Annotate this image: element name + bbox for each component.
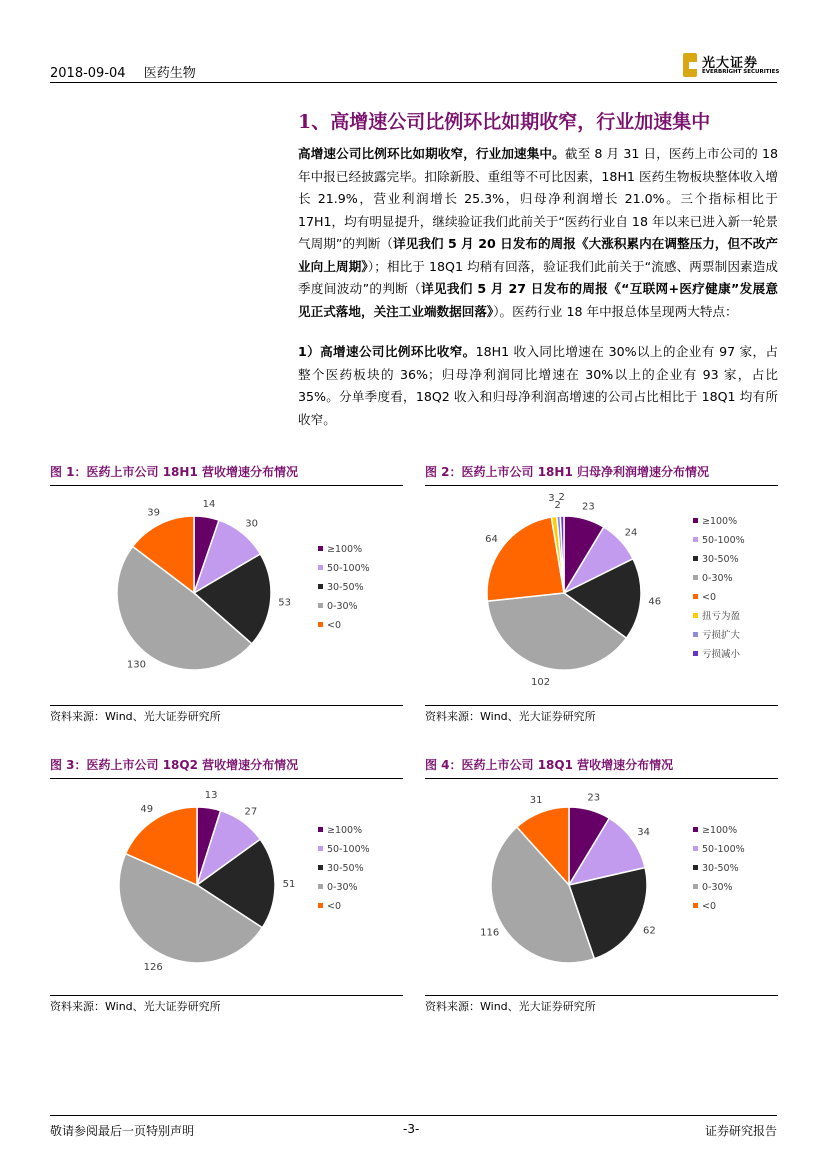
data-label: 126	[143, 961, 163, 973]
data-label: 31	[529, 795, 543, 807]
data-label: 46	[648, 596, 662, 608]
legend-swatch	[693, 594, 698, 599]
legend-swatch	[693, 827, 698, 832]
data-label: 24	[624, 527, 638, 539]
legend-label: ≥100%	[702, 516, 738, 527]
legend-swatch	[318, 565, 323, 570]
data-label: 34	[637, 827, 650, 839]
legend-label: ≥100%	[327, 825, 363, 836]
figure-2-source: 资料来源：Wind、光大证券研究所	[425, 710, 596, 723]
legend-label: 30-50%	[702, 554, 739, 565]
pie-slice	[487, 517, 564, 601]
legend-label: 0-30%	[702, 573, 733, 584]
figure-4-source: 资料来源：Wind、光大证券研究所	[425, 1000, 596, 1013]
legend-swatch	[318, 827, 323, 832]
data-label: 2	[554, 500, 561, 512]
para1-text-2: ）；相比于 18Q1 均稍有回落，验证我们此前关于“流感、两票制因素造成季度间波动”的判断（	[298, 258, 779, 296]
figure-3-source: 资料来源：Wind、光大证券研究所	[50, 1000, 221, 1013]
legend-swatch	[318, 884, 323, 889]
legend-label: 50-100%	[702, 844, 745, 855]
legend-label: <0	[702, 901, 717, 912]
legend-label: 0-30%	[702, 882, 733, 893]
legend-label: 30-50%	[702, 863, 739, 874]
data-label: 116	[480, 927, 500, 939]
legend-swatch	[318, 622, 323, 627]
header-divider	[50, 82, 777, 83]
data-label: 39	[147, 507, 160, 519]
figure-1-pie-chart	[48, 488, 408, 708]
para2-bold-1: 1）高增速公司比例环比收窄。	[298, 344, 476, 359]
legend-swatch	[318, 846, 323, 851]
paragraph-2	[298, 341, 778, 431]
report-date: 2018-09-04	[50, 66, 126, 81]
page-number: -3-	[403, 1122, 420, 1136]
para2-text-1: 18H1 收入同比增速在 30%以上的企业有 97 家，占整个医药板块的 36%；归母净利润同比增速在 30%以上的企业有 93 家，占比 35%。分单季度看，18Q2 收入和归母净利润高增速的公司占比相比于 18Q1 均有所收窄。	[298, 344, 778, 427]
data-label: 130	[126, 659, 146, 671]
legend-swatch	[693, 632, 698, 637]
data-label: 3	[548, 492, 555, 504]
legend-label: 0-30%	[327, 601, 358, 612]
legend-label: 50-100%	[702, 535, 745, 546]
legend-label: 扭亏为盈	[702, 611, 741, 622]
legend-swatch	[318, 865, 323, 870]
logo-text: 光大证券	[702, 56, 759, 71]
para1-bold-3: 详见我们 5 月 27 日发布的周报《“互联网+医疗健康”发展意见正式落地，关注工业端数据回落》	[298, 281, 778, 319]
data-label: 62	[643, 925, 656, 937]
footer-disclaimer: 敬请参阅最后一页特别声明	[50, 1124, 195, 1138]
data-label: 30	[245, 518, 258, 530]
legend-label: ≥100%	[702, 825, 738, 836]
legend-swatch	[318, 603, 323, 608]
data-label: 102	[531, 676, 551, 688]
figure-1-source: 资料来源：Wind、光大证券研究所	[50, 710, 221, 723]
legend-label: <0	[327, 901, 342, 912]
report-sector: 医药生物	[143, 66, 196, 81]
figure-2-pie-chart	[423, 488, 783, 708]
logo-mark-icon	[683, 53, 697, 77]
footer-report-type: 证券研究报告	[704, 1124, 777, 1138]
legend-label: <0	[327, 620, 342, 631]
legend-swatch	[693, 846, 698, 851]
logo	[683, 52, 779, 82]
data-label: 23	[587, 792, 601, 804]
data-label: 2	[558, 492, 565, 503]
para1-text-3: ）。医药行业 18 年中报总体呈现两大特点：	[493, 303, 738, 319]
legend-swatch	[693, 518, 698, 523]
figure-1-source-rule	[50, 705, 403, 706]
figure-4-pie-chart	[423, 781, 783, 1001]
legend-swatch	[318, 584, 323, 589]
data-label: 64	[485, 534, 498, 545]
figure-3-pie-chart	[48, 781, 408, 1001]
legend-label: 50-100%	[327, 563, 370, 574]
figure-2-title: 图 2：医药上市公司 18H1 归母净利润增速分布情况	[425, 465, 709, 479]
legend-label: 30-50%	[327, 863, 364, 874]
figure-2-source-rule	[425, 705, 778, 706]
data-label: 23	[582, 501, 595, 513]
legend-label: 50-100%	[327, 844, 370, 855]
legend-swatch	[693, 903, 698, 908]
figure-1-title-rule	[50, 485, 403, 486]
data-label: 14	[202, 499, 216, 511]
paragraph-1	[298, 143, 778, 323]
legend-label: <0	[702, 592, 717, 603]
legend-swatch	[693, 884, 698, 889]
figure-3-title: 图 3：医药上市公司 18Q2 营收增速分布情况	[50, 758, 299, 772]
legend-swatch	[318, 546, 323, 551]
figure-1-title: 图 1：医药上市公司 18H1 营收增速分布情况	[50, 465, 298, 479]
legend-swatch	[693, 556, 698, 561]
legend-label: 亏损减小	[702, 649, 741, 660]
figure-3-title-rule	[50, 778, 403, 779]
header-meta	[50, 62, 210, 81]
legend-swatch	[693, 865, 698, 870]
legend-swatch	[693, 613, 698, 618]
para1-bold-2: 详见我们 5 月 20 日发布的周报《大涨积累内在调整压力，但不改产业向上周期》	[298, 236, 779, 274]
section-title: 1、高增速公司比例环比如期收窄，行业加速集中	[298, 111, 711, 133]
legend-label: 亏损扩大	[702, 630, 741, 641]
data-label: 51	[282, 878, 296, 890]
figure-4-title-rule	[425, 778, 778, 779]
figure-2-title-rule	[425, 485, 778, 486]
legend-swatch	[693, 537, 698, 542]
legend-label: 0-30%	[327, 882, 358, 893]
data-label: 53	[278, 597, 291, 609]
data-label: 49	[140, 804, 154, 815]
figure-3-source-rule	[50, 995, 403, 996]
footer-divider	[50, 1115, 777, 1116]
legend-label: 30-50%	[327, 582, 364, 593]
legend-swatch	[693, 651, 698, 656]
para1-text-1: 截至 8 月 31 日，医药上市公司的 18 年中报已经披露完毕。扣除新股、重组等不可比因素，18H1 医药生物板块整体收入增长 21.9%，营业利润增长 25.3%，归母净利润增长 21.0%。三个指标相比于 17H1，均有明显提升，继续验证我们此前关于“医药行业自 18 年以来已进入新一轮景气周期”的判断（	[298, 146, 778, 251]
para1-bold-1: 高增速公司比例环比如期收窄，行业加速集中。	[298, 146, 565, 161]
figure-4-source-rule	[425, 995, 778, 996]
legend-swatch	[318, 903, 323, 908]
legend-label: ≥100%	[327, 544, 363, 555]
data-label: 13	[204, 790, 218, 802]
figure-4-title: 图 4：医药上市公司 18Q1 营收增速分布情况	[425, 758, 674, 772]
data-label: 27	[244, 806, 258, 818]
legend-swatch	[693, 575, 698, 580]
logo-subtext: EVERBRIGHT SECURITIES	[702, 69, 780, 75]
